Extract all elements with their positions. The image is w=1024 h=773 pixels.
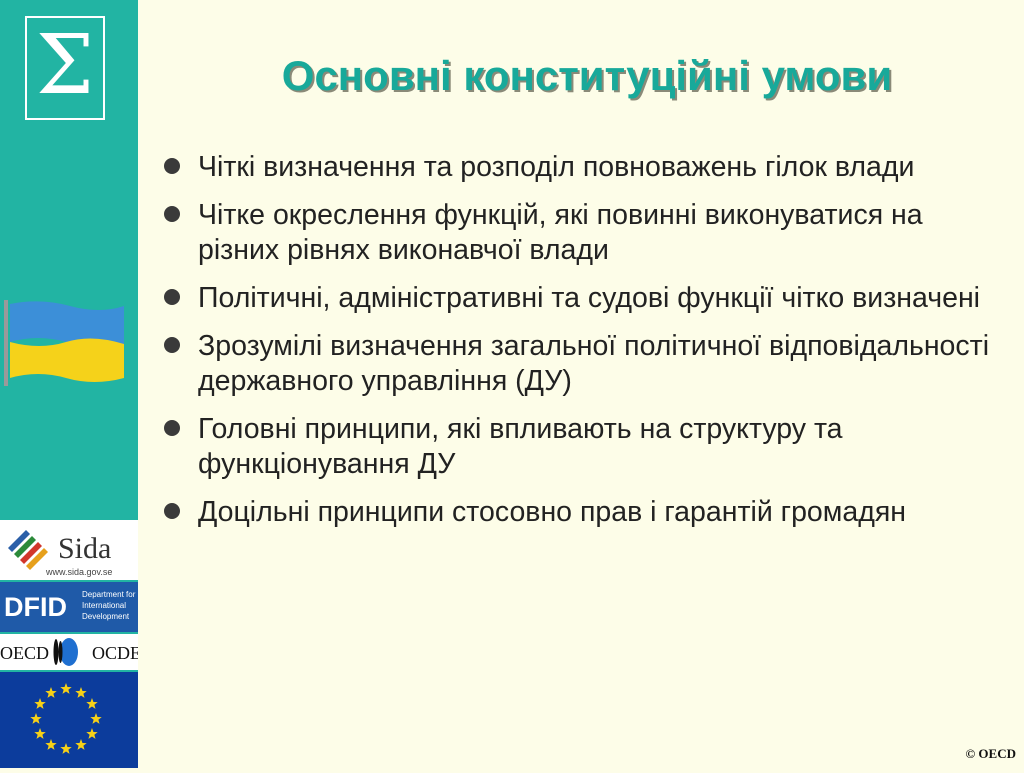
oecd-logo <box>0 634 138 670</box>
bullet-text: Доцільні принципи стосовно прав і гарантій громадян <box>198 496 907 528</box>
eu-star-icon <box>60 743 71 754</box>
bullet-dot-icon <box>164 503 180 519</box>
eu-star-icon <box>90 713 101 724</box>
eu-star-icon <box>45 687 56 698</box>
eu-star-icon <box>75 687 86 698</box>
bullet-dot-icon <box>164 337 180 353</box>
bullet-dot-icon <box>164 158 180 174</box>
eu-flag <box>0 672 138 768</box>
sida-name: Sida <box>58 532 112 565</box>
oecd-globe-icon <box>60 638 78 666</box>
eu-star-icon <box>34 728 45 739</box>
sigma-icon: Σ <box>36 18 94 113</box>
bullet-dot-icon <box>164 289 180 305</box>
eu-star-icon <box>60 683 71 694</box>
bullet-item <box>162 198 1004 268</box>
eu-star-icon <box>86 728 97 739</box>
eu-star-icon <box>30 713 41 724</box>
eu-star-icon <box>86 698 97 709</box>
bullet-text: Головні принципи, які впливають на структуру та функціонування ДУ <box>198 413 843 480</box>
oecd-right: OCDE <box>92 643 138 663</box>
bullet-text: Чіткі визначення та розподіл повноважень гілок влади <box>198 151 915 183</box>
bullet-text: Зрозумілі визначення загальної політичної відповідальності державного управління (ДУ) <box>198 330 990 397</box>
bullet-dot-icon <box>164 206 180 222</box>
bullet-item <box>162 412 1004 482</box>
bullet-item <box>162 281 1004 316</box>
dfid-line3: Development <box>82 612 130 621</box>
oecd-left: OECD <box>0 643 49 663</box>
ukraine-flag-icon <box>0 298 126 386</box>
eu-star-icon <box>75 739 86 750</box>
bullet-item <box>162 495 1004 530</box>
eu-star-icon <box>34 698 45 709</box>
sida-url: www.sida.gov.se <box>46 567 113 577</box>
eu-stars-icon <box>0 672 138 768</box>
bullet-item <box>162 329 1004 399</box>
bullet-list <box>162 150 1004 543</box>
dfid-line2: International <box>82 601 127 610</box>
dfid-logo <box>0 582 138 632</box>
bullet-dot-icon <box>164 420 180 436</box>
sida-mark-icon <box>0 520 138 580</box>
slide-title: Основні конституційні умови <box>281 52 893 99</box>
eu-star-icon <box>45 739 56 750</box>
dfid-line1: Department for <box>82 590 136 599</box>
bullet-text: Чітке окреслення функцій, які повинні виконуватися на різних рівнях виконавчої влади <box>198 199 923 266</box>
bullet-text: Політичні, адміністративні та судові функції чітко визначені <box>198 282 981 314</box>
copyright-label: © OECD <box>965 746 1016 761</box>
dfid-name: DFID <box>4 592 67 622</box>
sida-logo <box>0 520 138 580</box>
bullet-item <box>162 150 1004 185</box>
sigma-logo <box>25 16 105 120</box>
